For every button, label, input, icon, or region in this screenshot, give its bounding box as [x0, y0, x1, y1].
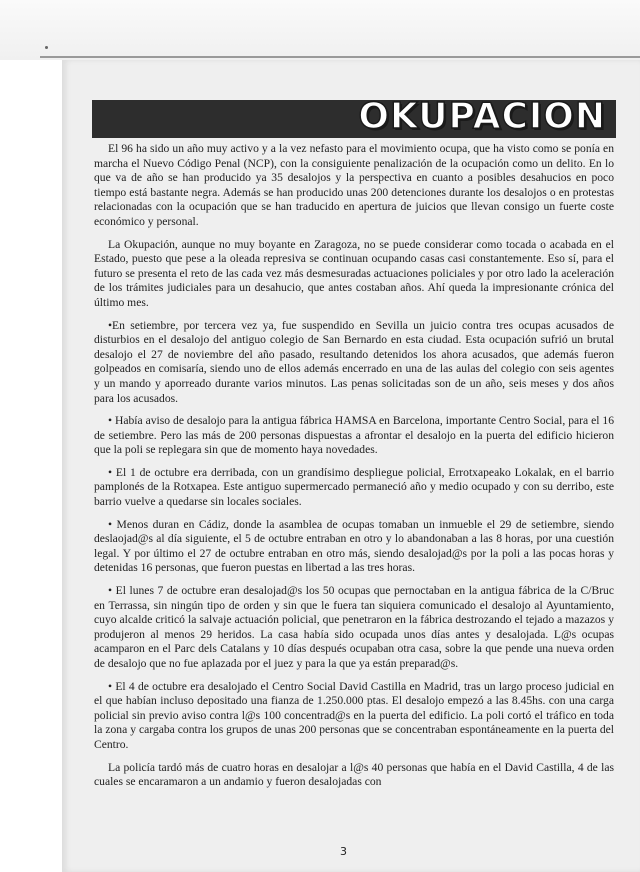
page-edge — [40, 56, 640, 58]
paragraph-hamsa: • Había aviso de desalojo para la antigua fábrica HAMSA en Barcelona, importante Centro Social, para el 16 de setiembre. Pero las más de 200 personas dispuestas a afrontar el desalojo en la puerta del edificio hicieron que la poli se replegara sin que de momento haya novedades. — [94, 414, 614, 457]
page-number: 3 — [340, 845, 347, 858]
page-title: OKUPACION — [358, 96, 606, 137]
title-banner — [92, 96, 616, 138]
article-body — [94, 142, 614, 798]
paragraph-errotxapea: • El 1 de octubre era derribada, con un grandísimo despliegue policial, Errotxapeako Lokalak, en el barrio pamplonés de la Rotxapea. Este antiguo supermercado permaneció año y medio ocupado y con su derribo, este barrio vuelve a quedarse sin locales sociales. — [94, 465, 614, 509]
paragraph-policia: La policía tardó más de cuatro horas en desalojar a l@s 40 personas que había en el David Castilla, 4 de las cuales se encaramaron a un andamio y fueron desalojadas con — [94, 760, 614, 789]
paragraph-terrassa: • El lunes 7 de octubre eran desalojad@s los 50 ocupas que pernoctaban en la antigua fábrica de la C/Bruc en Terrassa, sin ningún tipo de orden y sin que le fuera tan siquiera comunicado el desalojo al Ayuntamiento, cuyo alcalde criticó la salvaje actuación policial, que penetraron en la fábrica destrozando el tejado a mazazos y produjeron al menos 29 heridos. La casa había sido ocupada unos días antes y desalojada. L@s ocupas acamparon en el Parc dels Catalans y 10 días después ocupaban otra casa, sobre la que pende una nueva orden de desalojo que no fue aplazada por el juez y para la que ya están preparad@s. — [94, 584, 614, 670]
paragraph-zaragoza: La Okupación, aunque no muy boyante en Zaragoza, no se puede considerar como tocada o acabada en el Estado, puesto que pese a la oleada represiva se continuan ocupando casas casi constantemente. Eso sí, para el futuro se presenta el reto de las cada vez más desmesuradas actuaciones policiales y por otro lado la aceleración de los trámites judiciales para un desahucio, que antes costaban años. Ahí queda la impresionante crónica del último mes. — [94, 237, 614, 309]
paragraph-sevilla: •En setiembre, por tercera vez ya, fue suspendido en Sevilla un juicio contra tres ocupas acusados de disturbios en el desalojo del antiguo colegio de San Bernardo en esta ciudad. Esta ocupación sufrió un brutal desalojo el 27 de noviembre del año pasado, resultando detenidos los ahora acusados, que además fueron golpeados en comisaría, siendo uno de ellos además encerrado en una de las aulas del colegio con seis agentes y un mando y aporreado durante varios minutos. Las penas solicitadas son de un año, seis meses y dos años para los acusados. — [94, 318, 614, 405]
dust-speck — [45, 46, 48, 49]
paragraph-intro: El 96 ha sido un año muy activo y a la vez nefasto para el movimiento ocupa, que ha visto como se ponía en marcha el Nuevo Código Penal (NCP), con la consiguiente penalización de la ocupación como un delito. En lo que va de año se han producido ya 35 desalojos y la perspectiva en cuanto a posibles desahucios en poco tiempo está bastante negra. Además se han producido unas 200 detenciones durante los desalojos o en protestas relacionadas con la ocupación que se han traducido en apertura de juicios que llevan consigo un fuerte coste económico y personal. — [94, 142, 614, 228]
paragraph-madrid: • El 4 de octubre era desalojado el Centro Social David Castilla en Madrid, tras un largo proceso judicial en el que habían incluso depositado una fianza de 1.250.000 ptas. El desalojo empezó a las 8.45hs. con una carga policial sin previo aviso contra l@s 100 concentrad@s en la puerta del edificio. La poli cortó el tráfico en toda la zona y cargaba contra los grupos de unas 200 personas que se concentraban espontáneamente en la puerta del Centro. — [94, 679, 614, 751]
scanner-background — [0, 0, 640, 60]
paragraph-cadiz: • Menos duran en Cádiz, donde la asamblea de ocupas tomaban un inmueble el 29 de setiembre, siendo deslaojad@s al día siguiente, el 5 de octubre entraban en otro y lo abandonaban a las 8 horas, por una cuestión legal. Y por último el 27 de octubre entraban en otro más, siendo desalojad@s por la poli a las pocas horas y detenidas 16 personas, que fueron puestas en libertad a las tres horas. — [94, 517, 614, 575]
